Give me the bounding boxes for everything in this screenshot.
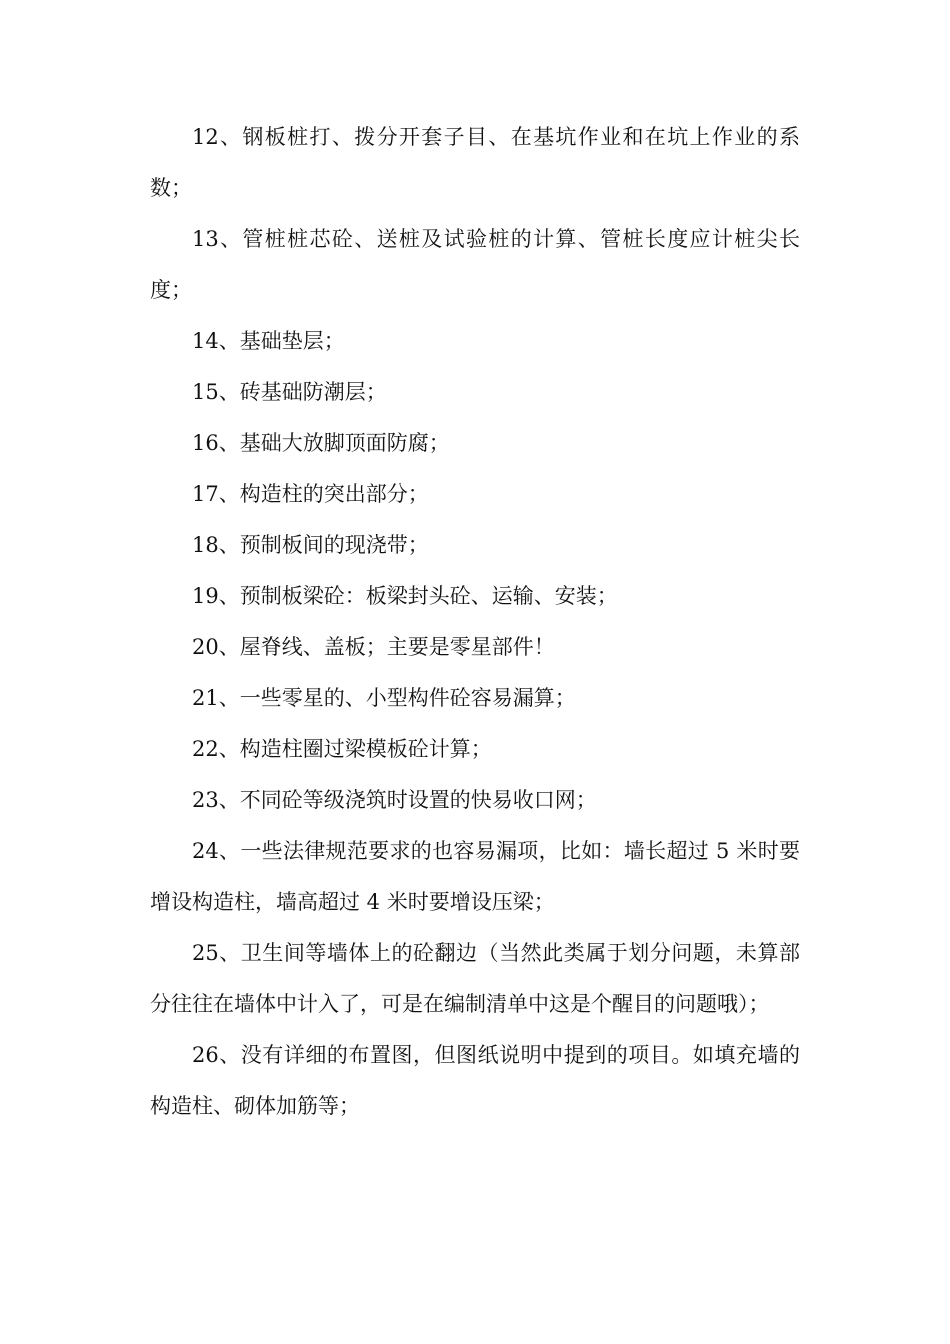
document-body (150, 112, 800, 1132)
paragraph-22: 22、构造柱圈过梁模板砼计算； (192, 737, 492, 761)
paragraph-18: 18、预制板间的现浇带； (192, 533, 429, 557)
paragraph-16: 16、基础大放脚顶面防腐； (192, 431, 450, 455)
paragraph-19: 19、预制板梁砼：板梁封头砼、运输、安装； (192, 584, 618, 608)
paragraph-12: 12、钢板桩打、拨分开套子目、在基坑作业和在坑上作业的系数； (150, 125, 800, 200)
paragraph-15: 15、砖基础防潮层； (192, 380, 387, 404)
paragraph-21: 21、一些零星的、小型构件砼容易漏算； (192, 686, 576, 710)
paragraph-24: 24、一些法律规范要求的也容易漏项，比如：墙长超过 5 米时要增设构造柱，墙高超过 4 米时要增设压梁； (150, 839, 800, 914)
paragraph-14: 14、基础垫层； (192, 329, 345, 353)
paragraph-13: 13、管桩桩芯砼、送桩及试验桩的计算、管桩长度应计桩尖长度； (150, 227, 800, 302)
paragraph-26: 26、没有详细的布置图，但图纸说明中提到的项目。如填充墙的构造柱、砌体加筋等； (150, 1043, 800, 1118)
paragraph-25: 25、卫生间等墙体上的砼翻边（当然此类属于划分问题，未算部分往往在墙体中计入了，可是在编制清单中这是个醒目的问题哦）； (150, 941, 800, 1016)
paragraph-17: 17、构造柱的突出部分； (192, 482, 429, 506)
paragraph-23: 23、不同砼等级浇筑时设置的快易收口网； (192, 788, 597, 812)
paragraph-20: 20、屋脊线、盖板；主要是零星部件！ (192, 635, 555, 659)
